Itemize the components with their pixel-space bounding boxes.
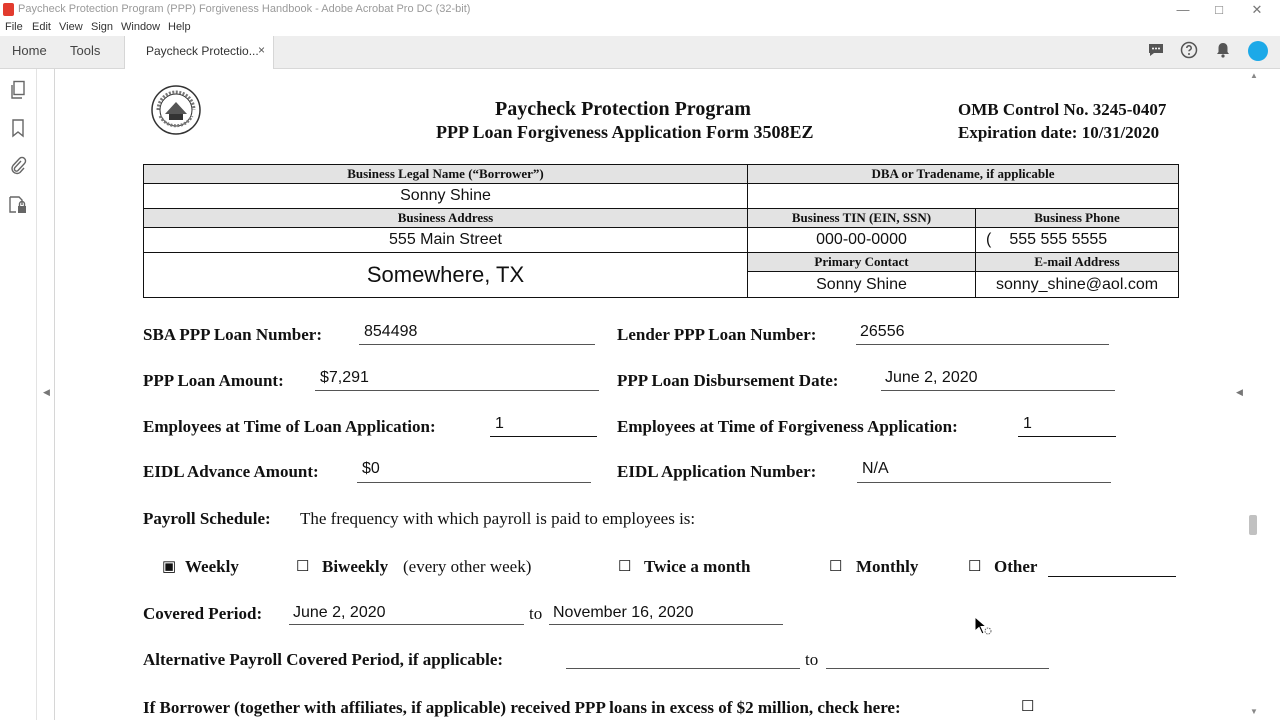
phone-field[interactable] [976, 228, 1179, 253]
eidl-application-underline [857, 482, 1111, 483]
lender-loan-field[interactable]: 26556 [860, 323, 905, 340]
excess-loans-label: If Borrower (together with affiliates, if applicable) received PPP loans in excess of $2 million, check here: [143, 698, 901, 717]
close-window-button[interactable]: ✕ [1251, 2, 1263, 17]
loan-amount-underline [315, 390, 599, 391]
collapse-right-pane-icon[interactable]: ◀ [1236, 387, 1243, 397]
eidl-application-field[interactable]: N/A [862, 460, 889, 477]
excess-loans-checkbox[interactable]: ☐ [1021, 698, 1035, 715]
covered-period-label: Covered Period: [143, 604, 263, 623]
close-tab-icon[interactable]: × [258, 43, 266, 57]
left-navigation-rail [0, 69, 37, 720]
covered-period-to: to [529, 604, 543, 623]
dba-field[interactable] [748, 184, 1179, 209]
acrobat-app-icon [3, 3, 14, 16]
employees-loan-label: Employees at Time of Loan Application: [143, 417, 436, 436]
disbursement-date-field[interactable]: June 2, 2020 [885, 369, 978, 386]
covered-period-start-field[interactable]: June 2, 2020 [293, 604, 386, 621]
covered-period-end-underline [549, 624, 783, 625]
attachment-icon[interactable] [8, 156, 28, 178]
menu-sign[interactable]: Sign [91, 21, 114, 33]
employees-forgiveness-label: Employees at Time of Forgiveness Application: [617, 417, 958, 436]
address-line1-field[interactable]: 555 Main Street [144, 228, 748, 253]
monthly-label: Monthly [856, 557, 919, 576]
expiration-date: Expiration date: 10/31/2020 [958, 123, 1160, 142]
alternative-period-label: Alternative Payroll Covered Period, if applicable: [143, 650, 504, 669]
scroll-up-icon[interactable]: ▲ [1250, 71, 1258, 80]
menu-view[interactable]: View [59, 21, 83, 33]
biweekly-note: (every other week) [403, 557, 532, 576]
contact-field[interactable]: Sonny Shine [748, 272, 976, 298]
loan-amount-field[interactable]: $7,291 [320, 369, 369, 386]
biweekly-checkbox[interactable]: ☐ [296, 558, 310, 575]
phone-label: Business Phone [976, 209, 1179, 228]
biweekly-label: Biweekly [322, 557, 389, 576]
tin-field[interactable]: 000-00-0000 [748, 228, 976, 253]
mouse-cursor-icon [974, 616, 992, 640]
legal-name-label: Business Legal Name (“Borrower”) [144, 165, 748, 184]
tab-home[interactable]: Home [12, 43, 47, 58]
scroll-thumb[interactable] [1249, 515, 1257, 535]
other-label: Other [994, 557, 1038, 576]
email-field[interactable]: sonny_shine@aol.com [976, 272, 1179, 298]
phone-number: 555 555 5555 [1009, 231, 1108, 248]
form-subtitle: PPP Loan Forgiveness Application Form 3508EZ [436, 122, 814, 142]
employees-forgiveness-underline [1018, 436, 1116, 437]
alternative-period-to: to [805, 650, 819, 669]
tin-label: Business TIN (EIN, SSN) [748, 209, 976, 228]
sba-loan-label: SBA PPP Loan Number: [143, 325, 322, 344]
address-label: Business Address [144, 209, 748, 228]
window-title: Paycheck Protection Program (PPP) Forgiveness Handbook - Adobe Acrobat Pro DC (32-bit) [18, 3, 471, 15]
covered-period-end-field[interactable]: November 16, 2020 [553, 604, 694, 621]
form-title: Paycheck Protection Program [495, 98, 751, 120]
sba-seal-logo [150, 84, 202, 136]
weekly-label: Weekly [185, 557, 239, 576]
other-checkbox[interactable]: ☐ [968, 558, 982, 575]
bell-icon[interactable] [1213, 41, 1233, 61]
alternative-period-start-field[interactable] [566, 668, 800, 669]
bookmark-icon[interactable] [8, 118, 28, 140]
sba-loan-field[interactable]: 854498 [364, 323, 418, 340]
tab-tools[interactable]: Tools [70, 43, 101, 58]
menu-edit[interactable]: Edit [32, 21, 51, 33]
menu-window[interactable]: Window [121, 21, 161, 33]
security-lock-icon[interactable] [8, 195, 28, 217]
alternative-period-end-field[interactable] [826, 668, 1049, 669]
twice-a-month-label: Twice a month [644, 557, 751, 576]
minimize-button[interactable]: — [1176, 2, 1190, 17]
scroll-down-icon[interactable]: ▼ [1250, 707, 1258, 716]
collapse-left-pane-icon[interactable]: ◀ [43, 387, 50, 397]
help-icon[interactable] [1179, 41, 1199, 61]
lender-loan-underline [856, 344, 1109, 345]
payroll-schedule-label: Payroll Schedule: [143, 509, 271, 528]
sba-loan-underline [359, 344, 595, 345]
covered-period-start-underline [289, 624, 524, 625]
dba-label: DBA or Tradename, if applicable [748, 165, 1179, 184]
legal-name-field[interactable]: Sonny Shine [144, 184, 748, 209]
tab-document-label: Paycheck Protectio... [146, 44, 259, 58]
payroll-schedule-description: The frequency with which payroll is paid to employees is: [300, 509, 696, 528]
menu-bar [0, 20, 1280, 36]
comment-icon[interactable] [1146, 41, 1166, 61]
contact-label: Primary Contact [748, 253, 976, 272]
disbursement-date-underline [881, 390, 1115, 391]
employees-loan-field[interactable]: 1 [495, 415, 504, 432]
menu-file[interactable]: File [5, 21, 23, 33]
email-label: E-mail Address [976, 253, 1179, 272]
weekly-checkbox[interactable]: ▣ [162, 558, 177, 575]
employees-loan-underline [490, 436, 597, 437]
other-field-underline[interactable] [1048, 576, 1176, 577]
eidl-amount-field[interactable]: $0 [362, 460, 380, 477]
account-avatar[interactable] [1248, 41, 1268, 61]
eidl-application-label: EIDL Application Number: [617, 462, 817, 481]
eidl-amount-label: EIDL Advance Amount: [143, 462, 319, 481]
disbursement-date-label: PPP Loan Disbursement Date: [617, 371, 839, 390]
maximize-button[interactable]: □ [1215, 2, 1223, 17]
employees-forgiveness-field[interactable]: 1 [1023, 415, 1032, 432]
address-line2-field[interactable]: Somewhere, TX [144, 253, 748, 298]
borrower-info-table [143, 164, 1179, 298]
loan-amount-label: PPP Loan Amount: [143, 371, 284, 390]
monthly-checkbox[interactable]: ☐ [829, 558, 843, 575]
tab-document[interactable] [124, 36, 274, 69]
menu-help[interactable]: Help [168, 21, 191, 33]
title-bar [0, 0, 1280, 20]
phone-area-paren: ( [986, 231, 992, 248]
vertical-scrollbar[interactable] [1246, 69, 1262, 720]
pages-icon[interactable] [8, 80, 28, 102]
twice-a-month-checkbox[interactable]: ☐ [618, 558, 632, 575]
omb-control-number: OMB Control No. 3245-0407 [958, 100, 1167, 119]
lender-loan-label: Lender PPP Loan Number: [617, 325, 817, 344]
eidl-amount-underline [357, 482, 591, 483]
